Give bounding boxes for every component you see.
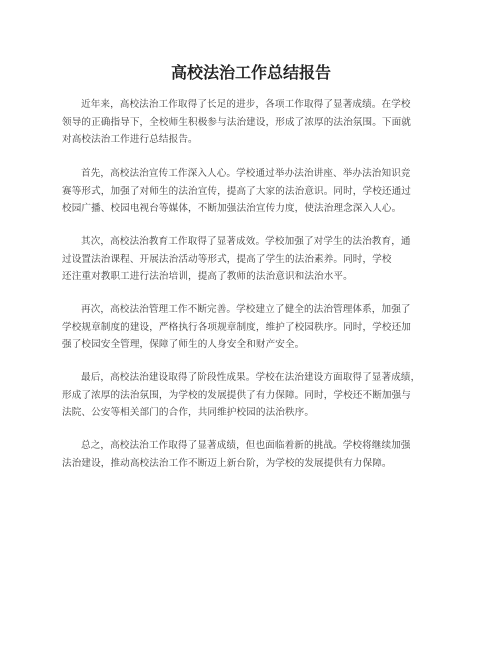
document-title: 高校法治工作总结报告: [170, 63, 331, 82]
paragraph-education: [62, 233, 442, 286]
paragraph-line: 校园广播、校园电视台等媒体，不断加强法治宣传力度，使法治理念深入人心。: [62, 203, 402, 214]
paragraph-line: 过设置法治课程、开展法治活动等形式，提高了学生的法治素养。同时，学校: [62, 253, 392, 265]
paragraph-line: 强了校园安全管理，保障了师生的人身安全和财产安全。: [62, 339, 305, 350]
paragraph-line: 还注重对教职工进行法治培训，提高了教师的法治意识和法治水平。: [62, 271, 353, 282]
paragraph-line: 总之，高校法治工作取得了显著成绩，但也面临着新的挑战。学校将继续加强: [81, 440, 411, 451]
paragraph-line: 学校规章制度的建设，严格执行各项规章制度，维护了校园秩序。同时，学校还加: [62, 321, 411, 333]
paragraph-line: 最后，高校法治建设取得了阶段性成果。学校在法治建设方面取得了显著成绩，: [81, 372, 421, 383]
paragraph-line: 法院、公安等相关部门的合作，共同维护校园的法治秩序。: [62, 407, 315, 418]
paragraph-conclusion: [62, 437, 442, 472]
paragraph-line: 赛等形式，加强了对师生的法治宣传，提高了大家的法治意识。同时，学校还通过: [62, 185, 411, 197]
paragraph-line: 近年来，高校法治工作取得了长足的进步，各项工作取得了显著成绩。在学校: [81, 99, 411, 110]
paragraph-line: 首先，高校法治宣传工作深入人心。学校通过举办法治讲座、举办法治知识竞: [81, 168, 411, 179]
paragraph-publicity: [62, 165, 442, 218]
paragraph-line: 其次，高校法治教育工作取得了显著成效。学校加强了对学生的法治教育，通: [81, 236, 411, 247]
paragraph-construction: [62, 369, 442, 422]
paragraph-line: 再次，高校法治管理工作不断完善。学校建立了健全的法治管理体系，加强了: [81, 304, 411, 315]
paragraph-intro: [62, 96, 442, 149]
paragraph-line: 法治建设，推动高校法治工作不断迈上新台阶，为学校的发展提供有力保障。: [62, 457, 392, 469]
paragraph-line: 形成了浓厚的法治氛围，为学校的发展提供了有力保障。同时，学校还不断加强与: [62, 389, 411, 401]
paragraph-management: [62, 301, 442, 354]
paragraph-line: 对高校法治工作进行总结报告。: [62, 134, 198, 145]
paragraph-line: 领导的正确指导下，全校师生积极参与法治建设，形成了浓厚的法治氛围。下面就: [62, 116, 411, 128]
